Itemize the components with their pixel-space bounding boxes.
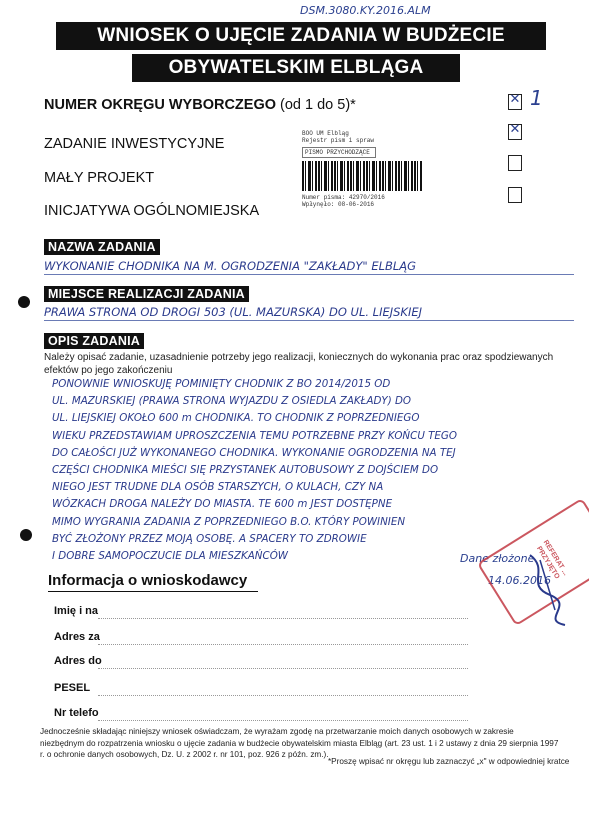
field-label-pesel: PESEL	[54, 682, 91, 694]
okreg-label-row	[44, 97, 356, 113]
check-mark-icon: ✕	[509, 122, 521, 137]
option-label-ogolnomiejska: INICJATYWA OGÓLNOMIEJSKA	[44, 203, 260, 219]
opis-text[interactable]	[52, 376, 572, 565]
opis-line: WÓZKACH DROGA NALEŻY DO MIASTA. TE 600 m JEST DOSTĘPNE	[52, 498, 393, 511]
stamp-date-row	[302, 201, 432, 208]
opis-line: DO CAŁOŚCI JUŻ WYKONANEGO CHODNIKA. WYKONANIE OGRODZENIA NA TEJ	[52, 446, 456, 459]
red-stamp-text: REFERAT ... PRZYJĘTO	[534, 539, 570, 581]
opis-line: BYĆ ZŁOŻONY PRZEZ MOJĄ OSOBĘ. A SPACERY TO ZDROWIE	[52, 532, 367, 545]
stamp-pismo: PISMO PRZYCHODZĄCE	[302, 147, 376, 158]
option-label-inwestycyjne: ZADANIE INWESTYCYJNE	[44, 136, 225, 152]
okreg-range: (od 1 do 5)*	[280, 97, 356, 113]
title-line-2: OBYWATELSKIM ELBLĄGA	[132, 54, 460, 82]
opis-line: UL. LIEJSKIEJ OKOŁO 600 m CHODNIKA. TO CHODNIK Z POPRZEDNIEGO	[52, 412, 420, 425]
miejsce-value[interactable]: PRAWA STRONA OD DROGI 503 (UL. MAZURSKA) DO UL. LIEJSKIEJ	[44, 304, 574, 321]
title-line-1: WNIOSEK O UJĘCIE ZADANIA W BUDŻECIE	[56, 22, 546, 50]
signature-date: 14.06.2016	[488, 574, 551, 587]
form-title	[56, 22, 536, 84]
field-label-imie: Imię i na	[54, 605, 99, 617]
stamp-numer-label: Numer pisma:	[302, 194, 346, 201]
field-label-adres-zamieszkania: Adres za	[54, 631, 100, 643]
opis-line: PONOWNIE WNIOSKUJĘ POMINIĘTY CHODNIK Z BO 2014/2015 OD	[52, 378, 391, 390]
receipt-stamp	[302, 130, 432, 222]
opis-instruction: Należy opisać zadanie, uzasadnienie potrzeby jego realizacji, koniecznych do wykonania prac oraz spodziewanych efektów po jego zakończeniu	[44, 352, 554, 376]
stamp-register: Rejestr pism i spraw	[302, 137, 375, 144]
stamp-office: BOO UM Elbląg	[302, 130, 349, 137]
barcode-icon	[302, 161, 422, 191]
hole-punch-dot	[20, 529, 32, 541]
opis-line: CZĘŚCI CHODNIKA MIEŚCI SIĘ PRZYSTANEK AUTOBUSOWY Z DOJŚCIEM DO	[52, 463, 439, 476]
signature-note: Dane złożone	[460, 552, 535, 565]
field-adres-korespondencji-input[interactable]	[98, 668, 468, 669]
info-heading: Informacja o wnioskodawcy	[48, 572, 258, 592]
field-adres-zamieszkania-input[interactable]	[98, 644, 468, 645]
okreg-label: NUMER OKRĘGU WYBORCZEGO	[44, 97, 276, 113]
opis-line: MIMO WYGRANIA ZADANIA Z POPRZEDNIEGO B.O. KTÓRY POWINIEN	[52, 515, 406, 528]
stamp-numer-value: 42970/2016	[348, 194, 385, 201]
footnote: *Proszę wpisać nr okręgu lub zaznaczyć „x" w odpowiedniej kratce	[328, 757, 570, 766]
opis-line: I DOBRE SAMOPOCZUCIE DLA MIESZKAŃCÓW	[52, 549, 288, 562]
opis-line: UL. MAZURSKIEJ (PRAWA STRONA WYJAZDU Z OSIEDLA ZAKŁADY) DO	[52, 395, 412, 408]
okreg-value: 1	[530, 86, 543, 110]
stamp-numer-row	[302, 194, 432, 201]
field-imie-input[interactable]	[98, 618, 468, 619]
hole-punch-dot	[18, 296, 30, 308]
stamp-date-label: Wpłynęło:	[302, 201, 335, 208]
check-mark-icon: ✕	[509, 92, 521, 107]
opis-heading: OPIS ZADANIA	[44, 333, 144, 349]
okreg-checkbox[interactable]	[508, 94, 522, 110]
field-pesel-input[interactable]	[98, 695, 468, 696]
opis-line: WIEKU PRZEDSTAWIAM UPROSZCZENIA TEMU POTRZEBNE PRZY KOŃCU TEGO	[52, 429, 458, 442]
checkbox-ogolnomiejska[interactable]	[508, 187, 522, 203]
handwritten-reference: DSM.3080.KY.2016.ALM	[300, 4, 431, 17]
option-label-maly-projekt: MAŁY PROJEKT	[44, 170, 155, 186]
consent-text: Jednocześnie składając niniejszy wniosek oświadczam, że wyrażam zgodę na przetwarzanie moich danych osobowych w zakresie niezbędnym do rozpatrzenia wniosku o ujęcie zadania w budżecie obywatelskim miasta Elbląg (art. 23 ust. 1 i 2 ustawy z dnia 29 sierpnia 1997 r. o ochronie danych osobowych, Dz. U. z 2002 r. nr 101, poz. 926 z późn. zm.).	[40, 727, 559, 759]
checkbox-maly-projekt[interactable]	[508, 155, 522, 171]
nazwa-heading: NAZWA ZADANIA	[44, 239, 160, 255]
nazwa-value[interactable]: WYKONANIE CHODNIKA NA M. OGRODZENIA "ZAKŁADY" ELBLĄG	[44, 258, 574, 275]
stamp-date-value: 08-06-2016	[338, 201, 375, 208]
signature-scribble-icon	[520, 550, 580, 630]
field-telefon-input[interactable]	[98, 720, 468, 721]
miejsce-heading: MIEJSCE REALIZACJI ZADANIA	[44, 286, 249, 302]
field-label-adres-korespondencji: Adres do	[54, 655, 102, 667]
opis-line: NIEGO JEST TRUDNE DLA OSÓB STARSZYCH, O KULACH, CZY NA	[52, 481, 384, 494]
checkbox-inwestycyjne[interactable]	[508, 124, 522, 140]
field-label-telefon: Nr telefo	[54, 707, 99, 719]
